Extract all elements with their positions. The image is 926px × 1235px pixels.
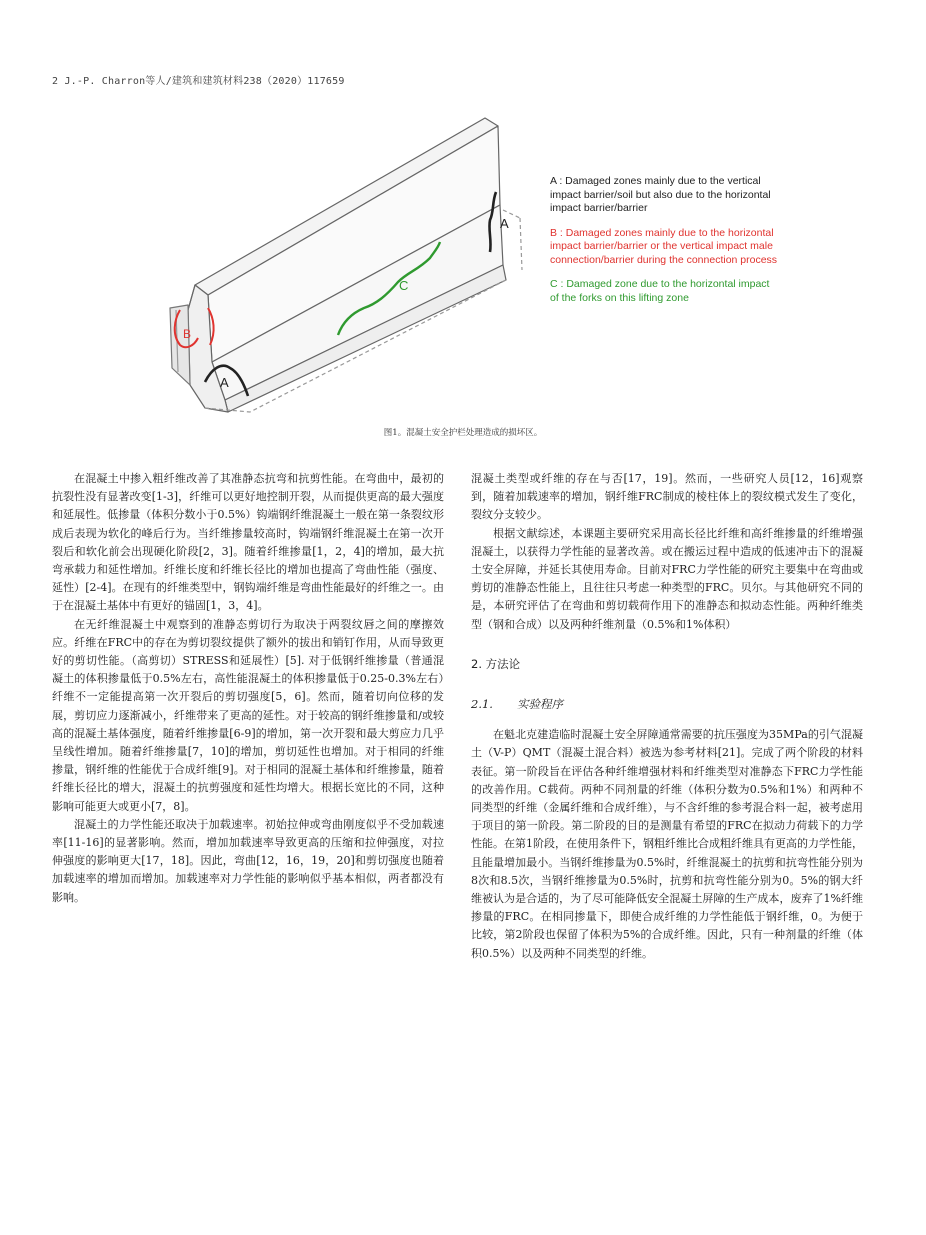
subsection-title [471,695,863,713]
legend-item-a: A : Damaged zones mainly due to the vertical impact barrier/soil but also due to the horizontal impact barrier/barrier [550,175,771,214]
paragraph: 混凝土类型或纤维的存在与否[17，19]。然而，一些研究人员[12，16]观察到，随着加载速率的增加，钢纤维FRC制成的棱柱体上的裂纹模式发生了变化，裂纹分支较少。 [471,472,863,522]
label-c: C [399,278,409,293]
subsection-number: 2.1. [471,697,493,712]
subsection-label: 实验程序 [516,697,563,712]
barrier-outline [170,118,522,412]
paragraph: 混凝土的力学性能还取决于加载速率。初始拉伸或弯曲刚度似乎不受加载速率[11-16]的显著影响。然而，增加加载速率导致更高的压缩和拉伸强度，对拉伸强度的影响更大[17，18]。因此，弯曲[12，16，19，20]和剪切强度也随着加载速率的增加而增加。加载速率对力学性能的影响似乎基本相似，两者都没有影响。 [52,817,444,904]
label-a-left: A [220,375,229,390]
paragraph: 在魁北克建造临时混凝土安全屏障通常需要的抗压强度为35MPa的引气混凝土（V-P）QMT（混凝土混合料）被选为参考材料[21]。完成了两个阶段的材料表征。第一阶段旨在评估各种纤维增强材料和纤维类型对准静态下FRC力学性能的改善作用。C载荷。两种不同剂量的纤维（体积分数为0.5%和1%）和两种不同类型的纤维（金属纤维和合成纤维），与不含纤维的参考混合料一起，被考虑用于项目的第一阶段。第二阶段的目的是测量有希望的FRC在拟动力荷载下的力学性能。在第1阶段，在使用条件下，钢粗纤维比合成粗纤维具有更高的力学性能，且能量增加最小。当钢纤维掺量为0.5%时，纤维混凝土的抗剪和抗弯性能分别为8次和8.5次，当钢纤维掺量为0.5%时，抗剪和抗弯性能分别为0。5%的钢大纤维被认为是合适的，为了尽可能降低安全混凝土屏障的生产成本，废弃了1%纤维掺量的FRC。在相同掺量下，即使合成纤维的力学性能低于钢纤维，0。为便于比较，第2阶段也保留了体积为5%的合成纤维。因此，只有一种剂量的纤维（体积0.5%）以及两种不同类型的纤维。 [471,728,863,960]
barrier-drawing [150,100,550,430]
figure-caption: 图1。混凝土安全护栏处理造成的损坏区。 [383,428,543,438]
label-a-right: A [500,216,509,231]
figure-barrier [150,100,780,430]
section-title: 2. 方法论 [471,656,521,671]
paragraph: 在无纤维混凝土中观察到的准静态剪切行为取决于两裂纹唇之间的摩擦效应。纤维在FRC中的存在为剪切裂纹提供了额外的拔出和销钉作用，从而导致更好的剪切性能。（高剪切）STRESS和延展性）[5]. 对于低钢纤维掺量（普通混凝土的体积掺量低于0.5%左右，高性能混凝土的体积掺量低于0.25-0.3%左右）纤维不一定能提高第一次开裂后的剪切强度[5，6]。然而，随着切向位移的发展，剪切应力逐渐减小，纤维带来了更高的延性。对于较高的钢纤维掺量和/或较高的混凝土基体强度，随着纤维掺量[6-9]的增加，第一次开裂和最大剪应力几乎呈线性增加。随着纤维掺量[7，10]的增加，剪切延性也增加。对于相同的纤维掺量，钢纤维的性能优于合成纤维[9]。对于相同的混凝土基体和纤维掺量，随着纤维长径比的增大，混凝土的抗剪强度和延性均增大。根据长宽比的不同，这种影响可能更大或更小[7，8]。 [52,617,444,813]
legend-item-b: B : Damaged zones mainly due to the horizontal impact barrier/barrier or the vertical impact male connection/barrier during the connection process [550,226,778,266]
figure-legend [550,175,780,316]
paragraph: 根据文献综述，本课题主要研究采用高长径比纤维和高纤维掺量的纤维增强混凝土，以获得力学性能的显著改善。或在搬运过程中造成的低速冲击下的混凝土安全屏障，并延长其使用寿命。目前对FRC力学性能的研究主要集中在弯曲或剪切的准静态性能上，且往往只考虑一种类型的FRC。贝尔。与其他研究不同的是，本研究评估了在弯曲和剪切载荷作用下的准静态和拟动态性能。两种纤维类型（钢和合成）以及两种纤维剂量（0.5%和1%体积） [471,526,863,631]
label-b: B [183,327,192,341]
paragraph: 在混凝土中掺入粗纤维改善了其准静态抗弯和抗剪性能。在弯曲中，最初的抗裂性没有显著改变[1-3]，纤维可以更好地控制开裂，从而提供更高的最大强度和延展性。低掺量（体积分数小于0.5%）钩端钢纤维混凝土一般在第一条裂纹形成后表现为软化的峰后行为。当纤维掺量较高时，钩端钢纤维混凝土在第一次开裂后和软化前会出现硬化阶段[2，3]。随着纤维掺量[1，2，4]的增加，最大抗弯承载力和延性增加。纤维长度和纤维长径比的增加也提高了弯曲性能（强度、延性）[2-4]。在现有的纤维类型中，钢钩端纤维是弯曲性能最好的纤维之一。由于在混凝土基体中有更好的锚固[1，3，4]。 [52,472,444,613]
legend-item-c: C : Damaged zone due to the horizontal impact of the forks on this lifting zone [550,278,770,304]
left-column [52,470,444,907]
running-header: 2 J.-P. Charron等人/建筑和建筑材料238（2020）117659 [52,76,345,87]
right-column [471,470,863,963]
